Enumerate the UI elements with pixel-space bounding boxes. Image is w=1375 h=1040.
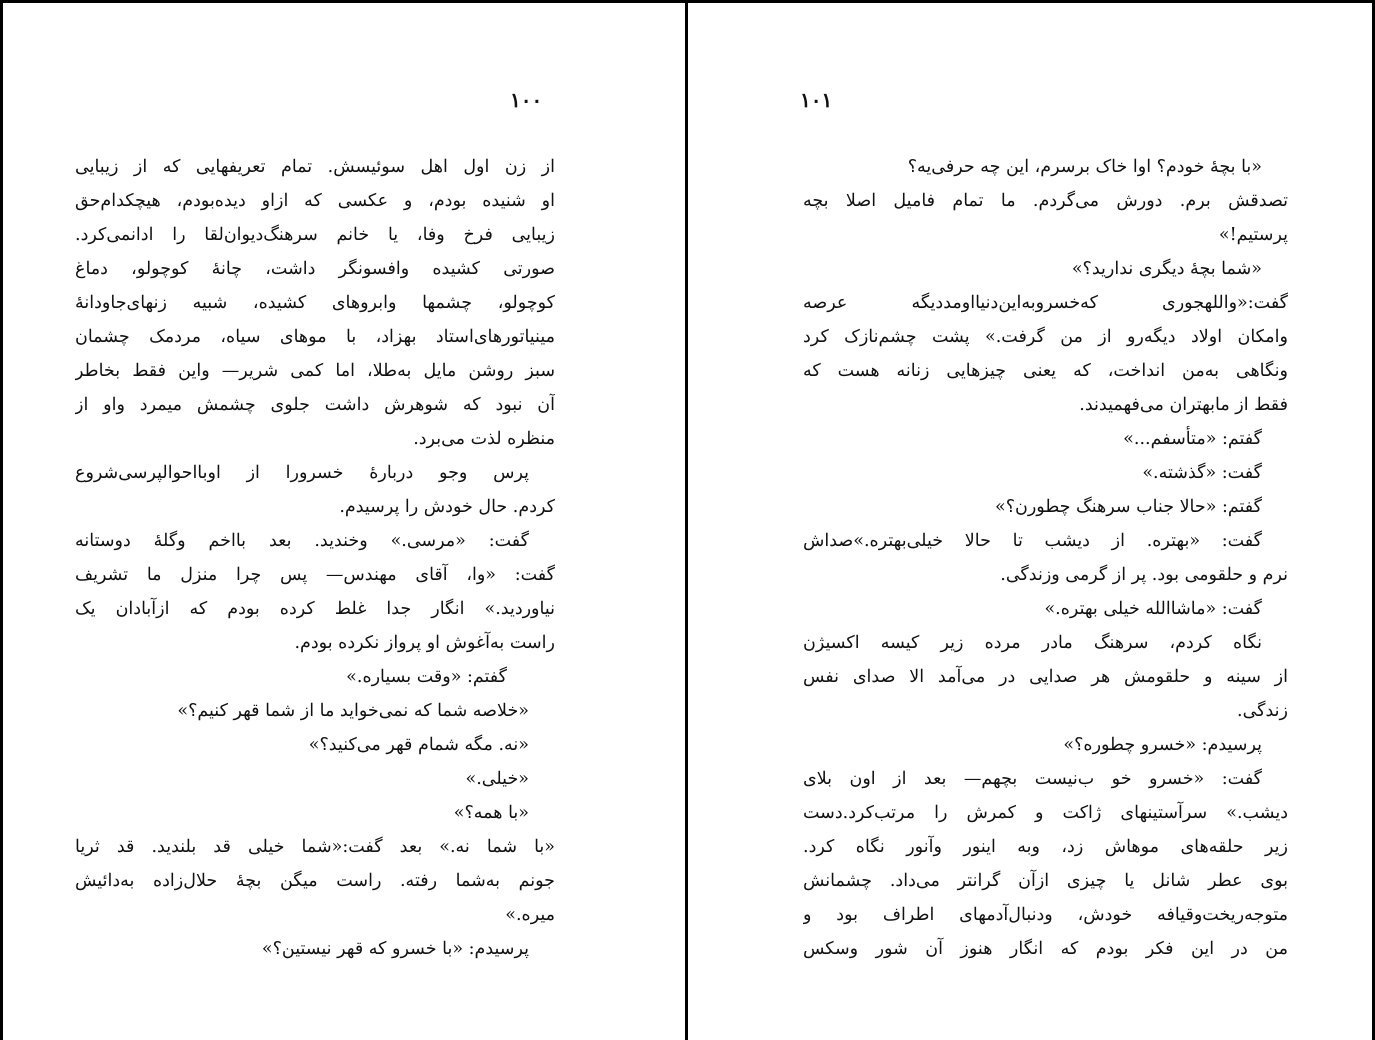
text-line: گفت: «گذشته.» (1142, 463, 1262, 483)
text-line: زیر حلقه‌های موهاش زد، وبه اینور وآنور نگاه کرد. (803, 837, 1288, 857)
text-line: راست به‌آغوش او پرواز نکرده بودم. (294, 633, 555, 653)
text-line: مینیاتورهای‌استاد بهزاد، با موهای سیاه، مردمک چشمان (75, 327, 555, 347)
text-line: وامکان اولاد دیگه‌رو از من گرفت.» پشت چشم‌نازک کرد (803, 327, 1288, 347)
text-line: پرسیدم: «خسرو چطوره؟» (1063, 735, 1262, 755)
text-line: گفت: «ماشاالله خیلی بهتره.» (1044, 599, 1262, 619)
text-line: «خلاصه شما که نمی‌خواید ما از شما قهر کنیم؟» (177, 701, 529, 721)
text-line: «نه. مگه شمام قهر می‌کنید؟» (308, 735, 529, 755)
text-line: گفت: «خسرو خو ب‌نیست بچهم— بعد از اون بلای (803, 769, 1262, 789)
text-line: کردم. حال خودش را پرسیدم. (339, 497, 555, 517)
text-line: کوچولو، چشمها وابروهای کشیده، شبیه زنهای‌جاودانهٔ (75, 293, 555, 313)
text-line: گفت:«واللهجوری که‌خسروبه‌این‌دنیااومددیگه عرصه (803, 293, 1288, 313)
text-line: میره.» (505, 905, 555, 925)
text-line: گفت: «بهتره. از دیشب تا حالا خیلی‌بهتره.»صداش (803, 531, 1262, 551)
text-line: زندگی. (1237, 701, 1288, 721)
page-right-text (803, 150, 1288, 966)
text-line: ونگاهی به‌من انداخت، که یعنی چیزهایی زنانه هست که (803, 361, 1288, 381)
text-line: نیاوردید.» انگار جدا غلط کرده بودم که ازآبادان یک (75, 599, 555, 619)
text-line: «با همه؟» (453, 803, 529, 823)
text-line: «با شما نه.» بعد گفت:«شما خیلی قد بلندید. قد ثریا (75, 837, 555, 857)
text-line: من در این فکر بودم که انگار هنوز آن شور وسکس (803, 939, 1288, 959)
text-line: گفتم: «حالا جناب سرهنگ چطورن؟» (994, 497, 1262, 517)
text-line: پرس وجو دربارهٔ خسرورا از اوبااحوالپرسی‌شروع (75, 463, 529, 483)
text-line: پرسیدم: «با خسرو که قهر نیستین؟» (261, 939, 529, 959)
text-line: پرستیم!» (1218, 225, 1288, 245)
text-line: آن نبود که شوهرش داشت جلوی چشمش میمرد واو از (75, 395, 555, 415)
text-line: نگاه کردم، سرهنگ مادر مرده زیر کیسه اکسیژن (803, 633, 1262, 653)
text-line: «با بچهٔ خودم؟ اوا خاک برسرم، این چه حرفی‌یه؟ (907, 157, 1262, 177)
text-line: صورتی کشیده وافسونگر داشت، چانهٔ کوچولو، دماغ (75, 259, 555, 279)
text-line: از سینه و حلقومش هر صدایی در می‌آمد الا صدای نفس (803, 667, 1288, 687)
text-line: منظره لذت می‌برد. (413, 429, 555, 449)
text-line: او شنیده بودم، و عکسی که ازاو دیده‌بودم، هیچکدام‌حق (75, 191, 555, 211)
page-left (3, 0, 685, 1040)
page-number-right: ۱۰۱ (800, 88, 833, 112)
text-line: گفت: «مرسی.» وخندید. بعد بااخم وگلهٔ دوستانه (75, 531, 529, 551)
text-line: بوی عطر شانل یا چیزی ازآن گرانتر می‌داد. چشمانش (803, 871, 1288, 891)
text-line: فقط از مابهتران می‌فهمیدند. (1079, 395, 1288, 415)
text-line: نرم و حلقومی بود. پر از گرمی وزندگی. (1000, 565, 1288, 585)
page-right (688, 0, 1372, 1040)
text-line: جونم به‌شما رفته. راست میگن بچهٔ حلال‌زاده به‌دائیش (75, 871, 555, 891)
text-line: گفتم: «متأسفم...» (1123, 429, 1262, 449)
text-line: زیبایی فرخ وفا، یا خانم سرهنگ‌دیوان‌لقا را ادانمی‌کرد. (75, 225, 555, 245)
page-left-text (75, 150, 555, 966)
text-line: متوجه‌ریخت‌وقیافه خودش، ودنبال‌آدمهای اطراف بود و (803, 905, 1288, 925)
text-line: از زن اول اهل سوئیسش. تمام تعریفهایی که از زیبایی (75, 157, 555, 177)
text-line: گفتم: «وقت بسیاره.» (346, 667, 507, 687)
page-number-left: ۱۰۰ (510, 88, 543, 112)
text-line: «شما بچهٔ دیگری ندارید؟» (1071, 259, 1262, 279)
text-line: تصدقش برم. دورش می‌گردم. ما تمام فامیل اصلا بچه (803, 191, 1288, 211)
text-line: دیشب.» سرآستینهای ژاکت و کمرش را مرتب‌کرد.دست (803, 803, 1288, 823)
text-line: گفت: «وا، آقای مهندس— پس چرا منزل ما تشریف (75, 565, 555, 585)
text-line: سبز روشن مایل به‌طلا، اما کمی شریر— واین فقط بخاطر (75, 361, 555, 381)
text-line: «خیلی.» (465, 769, 529, 789)
